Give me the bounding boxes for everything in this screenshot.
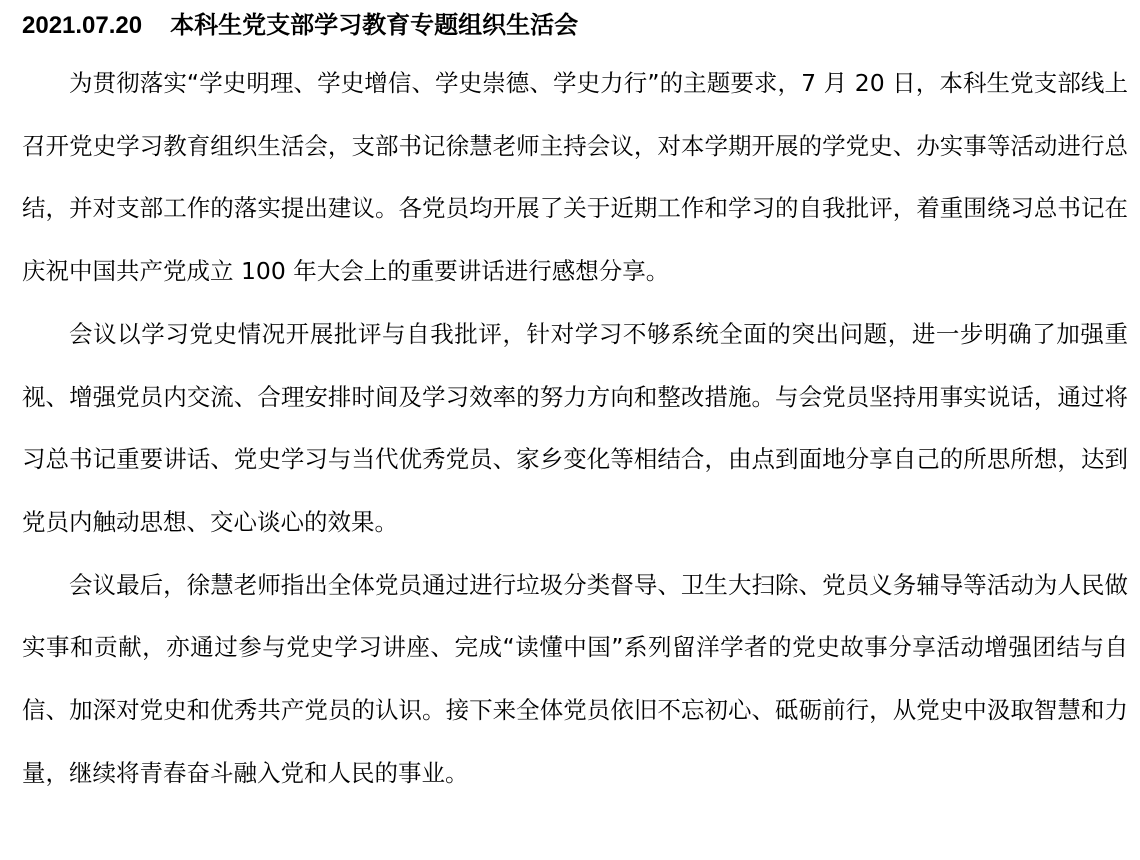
document-body <box>22 0 1128 804</box>
article-title: 本科生党支部学习教育专题组织生活会 <box>170 12 579 39</box>
article-heading <box>22 0 1128 52</box>
paragraph-2: 会议以学习党史情况开展批评与自我批评，针对学习不够系统全面的突出问题，进一步明确了加强重视、增强党员内交流、合理安排时间及学习效率的努力方向和整改措施。与会党员坚持用事实说话，通过将习总书记重要讲话、党史学习与当代优秀党员、家乡变化等相结合，由点到面地分享自己的所思所想，达到党员内触动思想、交心谈心的效果。 <box>22 319 1128 536</box>
article-date: 2021.07.20 <box>22 12 143 39</box>
paragraph-3: 会议最后，徐慧老师指出全体党员通过进行垃圾分类督导、卫生大扫除、党员义务辅导等活动为人民做实事和贡献，亦通过参与党史学习讲座、完成“读懂中国”系列留洋学者的党史故事分享活动增强团结与自信、加深对党史和优秀共产党员的认识。接下来全体党员依旧不忘初心、砥砺前行，从党史中汲取智慧和力量，继续将青春奋斗融入党和人民的事业。 <box>22 570 1128 787</box>
paragraph-1: 为贯彻落实“学史明理、学史增信、学史崇德、学史力行”的主题要求，7 月 20 日，本科生党支部线上召开党史学习教育组织生活会，支部书记徐慧老师主持会议，对本学期开展的学党史、办实事等活动进行总结，并对支部工作的落实提出建议。各党员均开展了关于近期工作和学习的自我批评，着重围绕习总书记在庆祝中国共产党成立 100 年大会上的重要讲话进行感想分享。 <box>22 69 1128 286</box>
